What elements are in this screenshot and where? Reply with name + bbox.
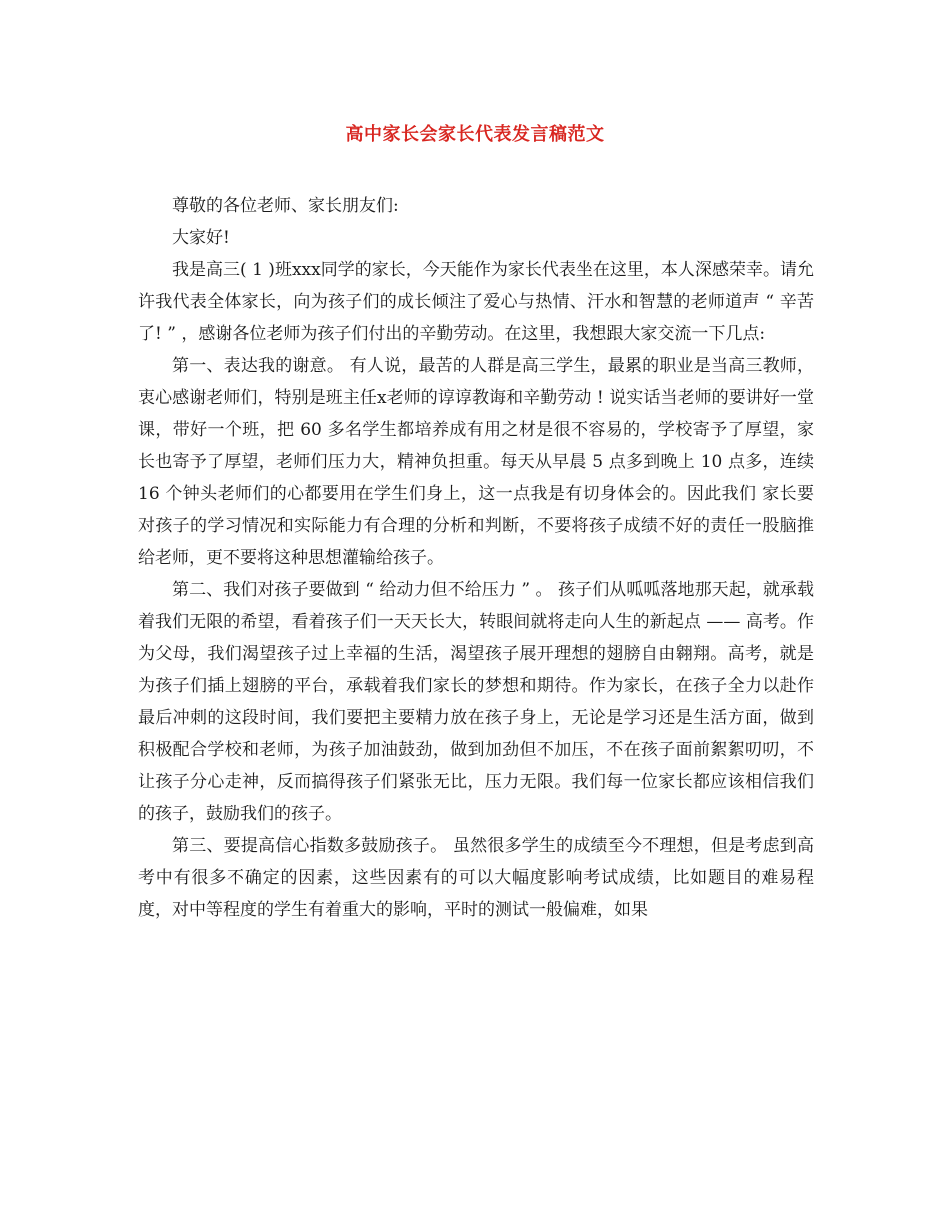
point-one-paragraph: 第一、表达我的谢意。 有人说，最苦的人群是高三学生，最累的职业是当高三教师，衷心感谢老师们，特别是班主任x老师的谆谆教诲和辛勤劳动 ! 说实话当老师的要讲好一堂课，带好一个班，把 60 多名学生都培养成有用之材是很不容易的，学校寄予了厚望，家长也寄予了厚望，老师们压力大，精神负担重。每天从早晨 5 点多到晚上 10 点多，连续 16 个钟头老师们的心都要用在学生们身上，这一点我是有切身体会的。因此我们 家长要对孩子的学习情况和实际能力有合理的分析和判断，不要将孩子成绩不好的责任一股脑推给老师，更不要将这种思想灌输给孩子。 <box>138 356 814 568</box>
point-three-paragraph: 第三、要提高信心指数多鼓励孩子。 虽然很多学生的成绩至今不理想，但是考虑到高考中有很多不确定的因素，这些因素有的可以大幅度影响考试成绩，比如题目的难易程度，对中等程度的学生有着重大的影响，平时的测试一般偏难，如果 <box>138 836 814 920</box>
point-two-paragraph: 第二、我们对孩子要做到 “ 给动力但不给压力 ” 。 孩子们从呱呱落地那天起，就承载着我们无限的希望，看着孩子们一天天长大，转眼间就将走向人生的新起点 —— 高考。作为父母，我们渴望孩子过上幸福的生活，渴望孩子展开理想的翅膀自由翱翔。高考，就是为孩子们插上翅膀的平台，承载着我们家长的梦想和期待。作为家长，在孩子全力以赴作最后冲刺的这段时间，我们要把主要精力放在孩子身上，无论是学习还是生活方面，做到积极配合学校和老师，为孩子加油鼓劲，做到加劲但不加压，不在孩子面前絮絮叨叨，不让孩子分心走神，反而搞得孩子们紧张无比，压力无限。我们每一位家长都应该相信我们的孩子，鼓励我们的孩子。 <box>138 580 814 824</box>
document-title: 高中家长会家长代表发言稿范文 <box>345 124 605 145</box>
intro-paragraph: 我是高三( 1 )班xxx同学的家长，今天能作为家长代表坐在这里，本人深感荣幸。请允许我代表全体家长，向为孩子们的成长倾注了爱心与热情、汗水和智慧的老师道声 “ 辛苦了! ” ，感谢各位老师为孩子们付出的辛勤劳动。在这里，我想跟大家交流一下几点: <box>138 260 814 344</box>
salutation-paragraph: 尊敬的各位老师、家长朋友们: <box>172 196 399 216</box>
document-body <box>138 190 814 926</box>
greeting-paragraph: 大家好! <box>172 228 230 248</box>
